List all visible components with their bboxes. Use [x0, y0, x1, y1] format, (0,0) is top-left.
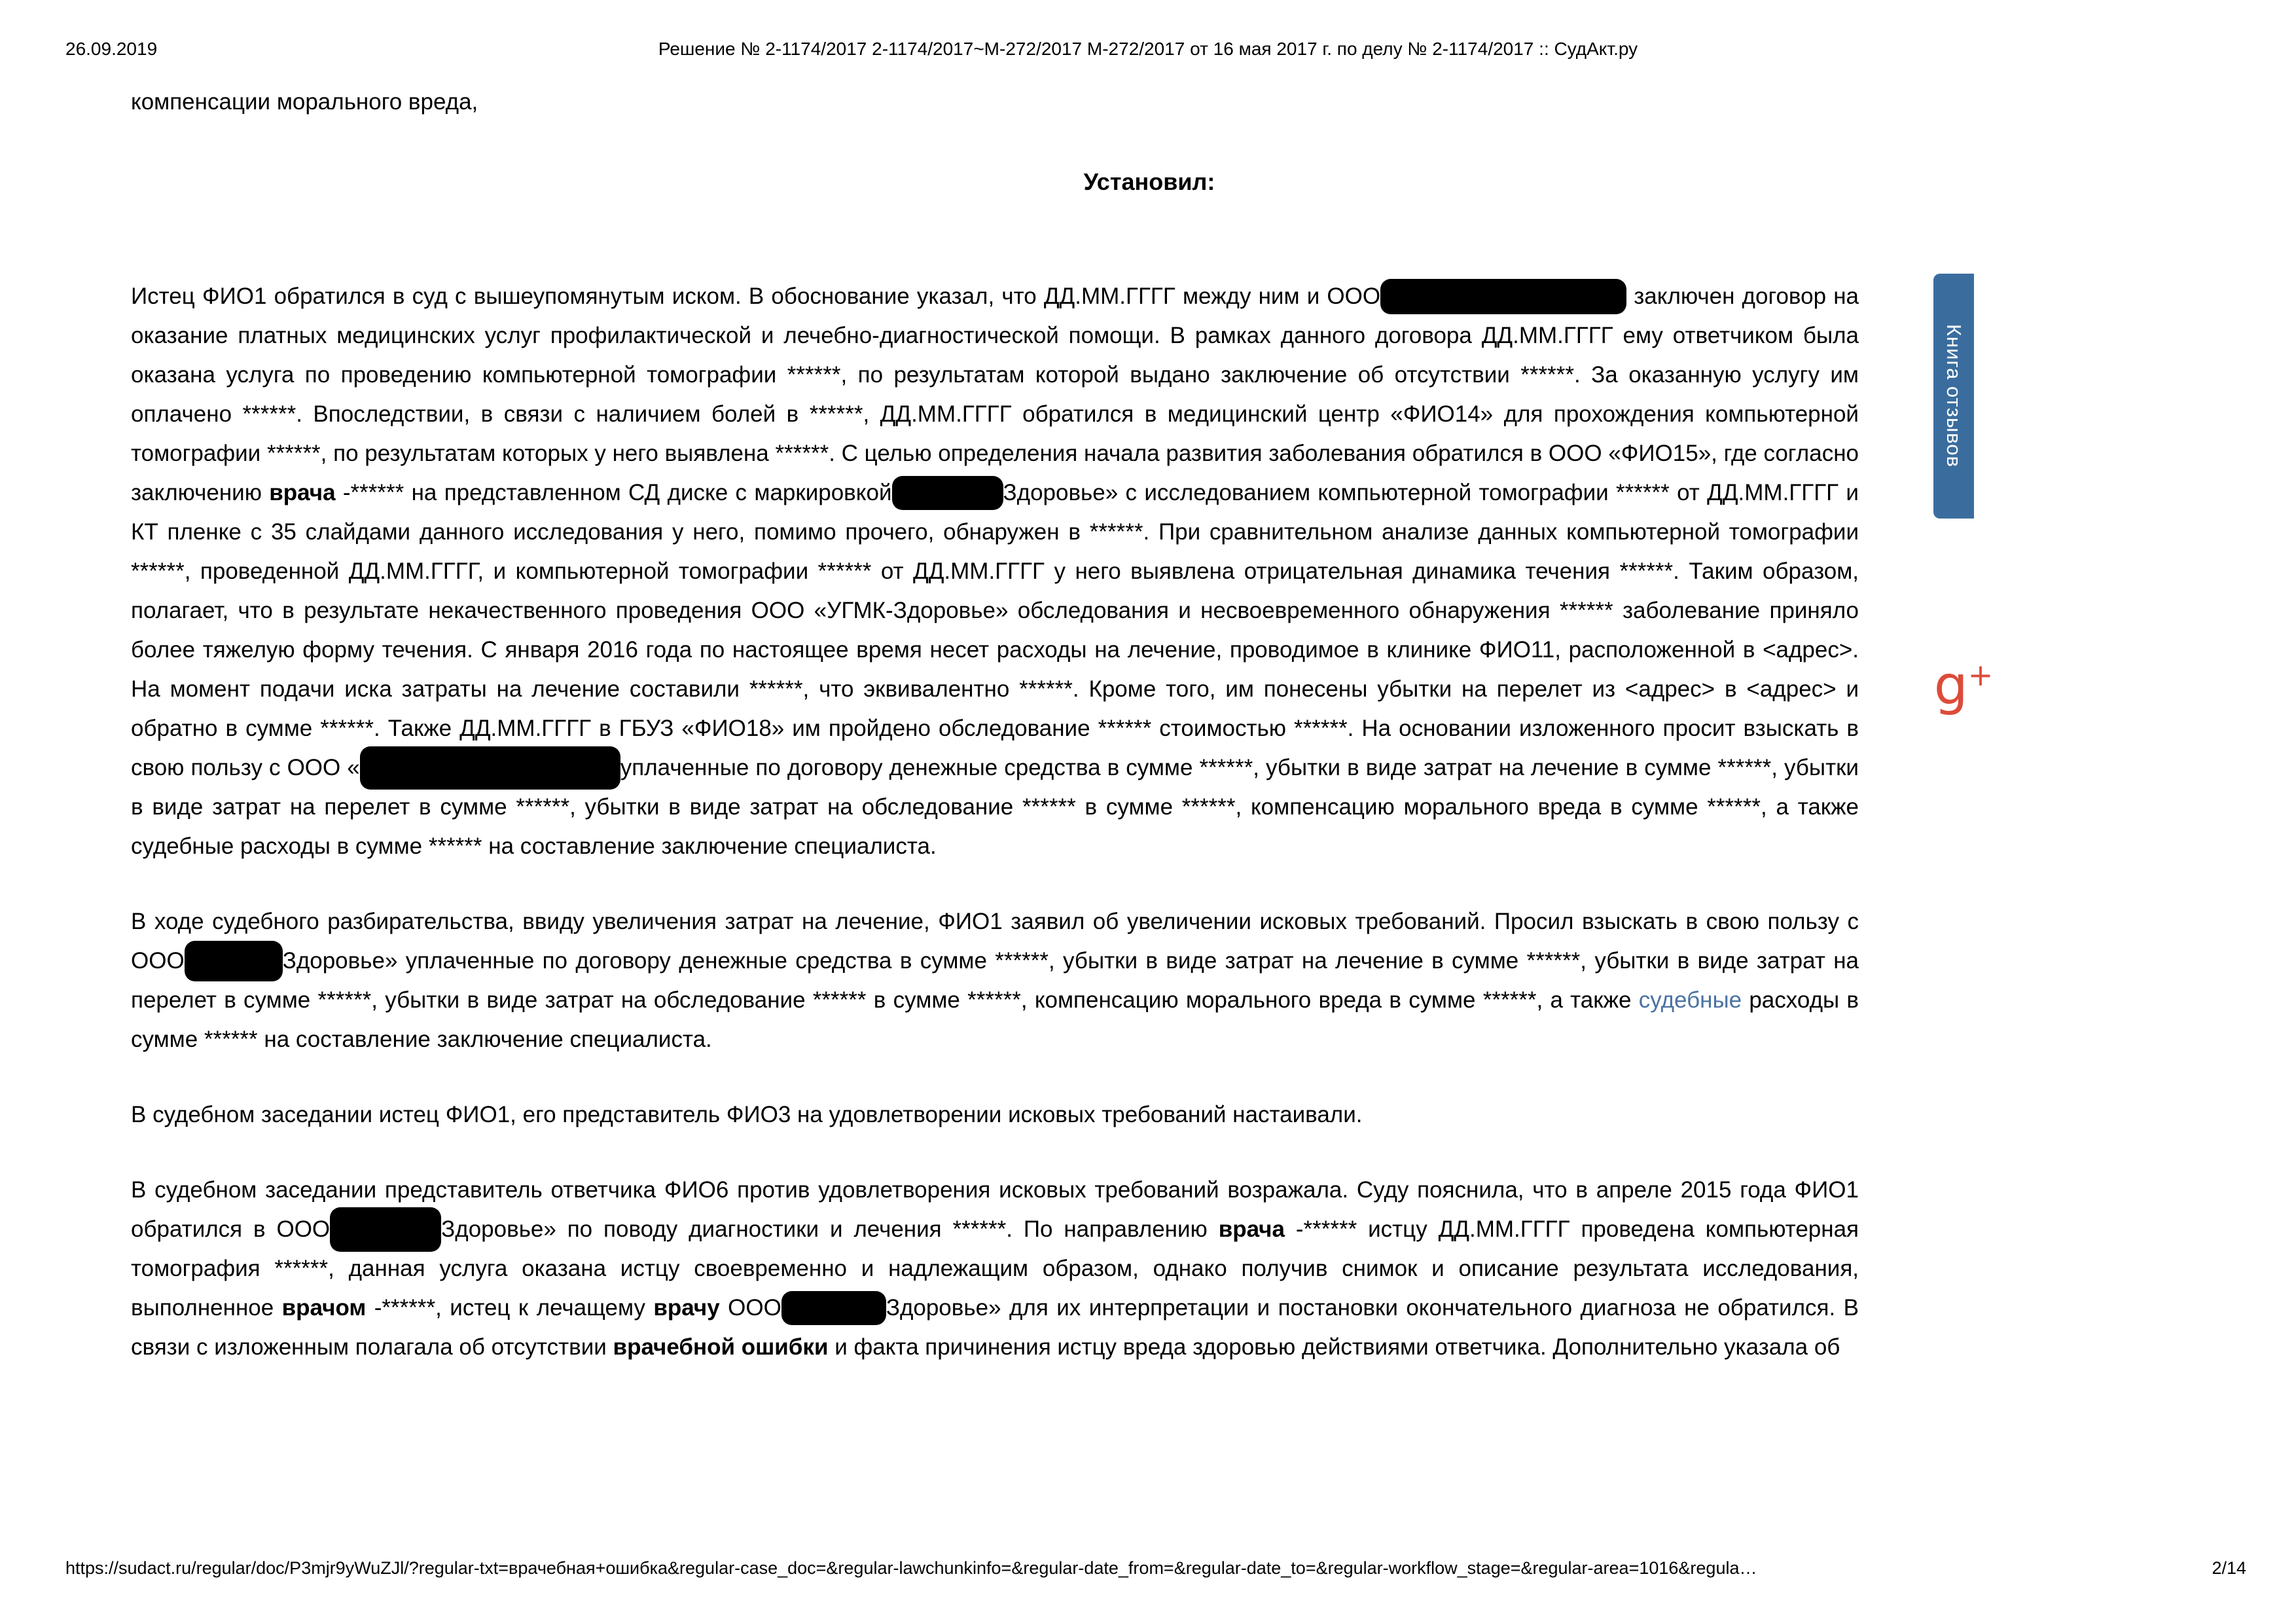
highlighted-search-term: врачебной ошибки: [613, 1334, 829, 1360]
text-segment: Здоровье» по поводу диагностики и лечения ******. По направлению: [441, 1216, 1219, 1242]
highlighted-search-term: врача: [1218, 1216, 1285, 1242]
text-segment: Здоровье» с исследованием компьютерной томографии ****** от ДД.ММ.ГГГГ и КТ пленке с 35 слайдами данного исследования у него, помимо прочего, обнаружен в ******. При сравнительном анализе данных компьютерной томографии ******, проведенной ДД.ММ.ГГГГ, и компьютерной томографии ****** от ДД.ММ.ГГГГ у него выявлена отрицательная динамика течения ******. Таким образом, полагает, что в результате некачественного проведения ООО «УГМК-Здоровье» обследования и несвоевременного обнаружения ****** заболевание приняло более тяжелую форму течения. С января 2016 года по настоящее время несет расходы на лечение, проводимое в клинике ФИО11, расположенной в <адрес>. На момент подачи иска затраты на лечение составили ******, что эквивалентно ******. Кроме того, им понесены убытки на перелет из <адрес> в <адрес> и обратно в сумме ******. Также ДД.ММ.ГГГГ в ГБУЗ «ФИО18» им пройдено обследование ****** стоимостью ******. На основании изложенного просит взыскать в свою пользу с ООО «: [131, 480, 1859, 780]
feedback-banner-label: Книга отзывов: [1943, 324, 1965, 468]
text-segment: Здоровье» для их интерпретации и постановки окончательного диагноза не обратился. В связи с изложенным полагала об отсутствии: [131, 1295, 1859, 1360]
footer-url: https://sudact.ru/regular/doc/P3mjr9yWuZJl/?regular-txt=врачебная+ошибка&regular-case_doc=&regular-lawchunkinfo=&regular-date_from=&regular-date_to=&regular-workflow_stage=&regular-area=1016&regula…: [65, 1558, 1757, 1578]
text-segment: уплаченные по договору денежные средства в сумме ******, убытки в виде затрат на лечение в сумме ******, убытки в виде затрат на перелет в сумме ******, убытки в виде затрат на обследование ****** в сумме ******, компенсацию морального вреда в сумме ******, а также судебные расходы в сумме ****** на составление заключение специалиста.: [131, 755, 1859, 859]
text-segment: -****** истцу ДД.ММ.ГГГГ проведена компьютерная томография ******, данная услуга оказана истцу своевременно и надлежащим образом, однако получив снимок и описание результата исследования, выполненное: [131, 1216, 1859, 1321]
print-title: Решение № 2-1174/2017 2-1174/2017~М-272/2017 М-272/2017 от 16 мая 2017 г. по делу № 2-1174/2017 :: СудАкт.ру: [658, 39, 1638, 59]
feedback-banner-tab[interactable]: [1933, 274, 1974, 519]
text-segment: и факта причинения истцу вреда здоровью действиями ответчика. Дополнительно указала об: [828, 1334, 1840, 1360]
inline-link[interactable]: судебные: [1638, 987, 1742, 1013]
paragraph-4: [131, 1171, 1859, 1367]
paragraph-3: [131, 1095, 1859, 1135]
redaction-box: [1380, 279, 1626, 314]
google-plus-icon[interactable]: [1932, 655, 1995, 718]
text-segment: расходы в сумме ****** на составление заключение специалиста.: [131, 987, 1859, 1052]
redaction-box: [892, 476, 1003, 510]
redaction-box: [781, 1291, 886, 1325]
section-heading: Установил:: [1083, 168, 1215, 195]
paragraph-2: [131, 902, 1859, 1059]
text-segment: Здоровье» уплаченные по договору денежные средства в сумме ******, убытки в виде затрат на лечение в сумме ******, убытки в виде затрат на перелет в сумме ******, убытки в виде затрат на обследование ****** в сумме ******, компенсацию морального вреда в сумме ******, а также: [131, 948, 1859, 1013]
gplus-plus-glyph: +: [1967, 657, 1994, 693]
paragraph-1: [131, 277, 1859, 866]
footer-page-indicator: 2/14: [2212, 1558, 2246, 1578]
intro-line: компенсации морального вреда,: [131, 89, 478, 115]
text-segment: В судебном заседании представитель ответчика ФИО6 против удовлетворения исковых требований возражала. Суду пояснила, что в апреле 2015 года ФИО1 обратился в ООО: [131, 1177, 1859, 1242]
highlighted-search-term: врачом: [281, 1295, 367, 1321]
highlighted-search-term: врачу: [653, 1295, 720, 1321]
paragraphs: [131, 277, 1859, 1367]
text-segment: ООО: [719, 1295, 781, 1321]
text-segment: -******, истец к лечащему: [366, 1295, 654, 1321]
document-body: [131, 82, 1859, 1367]
highlighted-search-term: врача: [269, 480, 336, 505]
gplus-g-glyph: g: [1933, 655, 1968, 717]
text-segment: В ходе судебного разбирательства, ввиду увеличения затрат на лечение, ФИО1 заявил об увеличении исковых требований. Просил взыскать в свою пользу с ООО: [131, 909, 1859, 974]
redaction-box: [360, 746, 620, 790]
text-segment: Истец ФИО1 обратился в суд с вышеупомянутым иском. В обоснование указал, что ДД.ММ.ГГГГ между ним и ООО: [131, 283, 1381, 309]
redaction-box: [330, 1207, 441, 1252]
print-footer: [65, 1557, 2246, 1579]
print-date: 26.09.2019: [65, 39, 158, 59]
text-segment: -****** на представленном СД диске с маркировкой: [335, 480, 892, 505]
text-segment: заключен договор на оказание платных медицинских услуг профилактической и лечебно-диагностической помощи. В рамках данного договора ДД.ММ.ГГГГ ему ответчиком была оказана услуга по проведению компьютерной томографии ******, по результатам которой выдано заключение об отсутствии ******. За оказанную услугу им оплачено ******. Впоследствии, в связи с наличием болей в ******, ДД.ММ.ГГГГ обратился в медицинский центр «ФИО14» для прохождения компьютерной томографии ******, по результатам которых у него выявлена ******. С целью определения начала развития заболевания обратился в ООО «ФИО15», где согласно заключению: [131, 283, 1859, 505]
text-segment: В судебном заседании истец ФИО1, его представитель ФИО3 на удовлетворении исковых требований настаивали.: [131, 1102, 1363, 1127]
redaction-box: [185, 941, 283, 981]
